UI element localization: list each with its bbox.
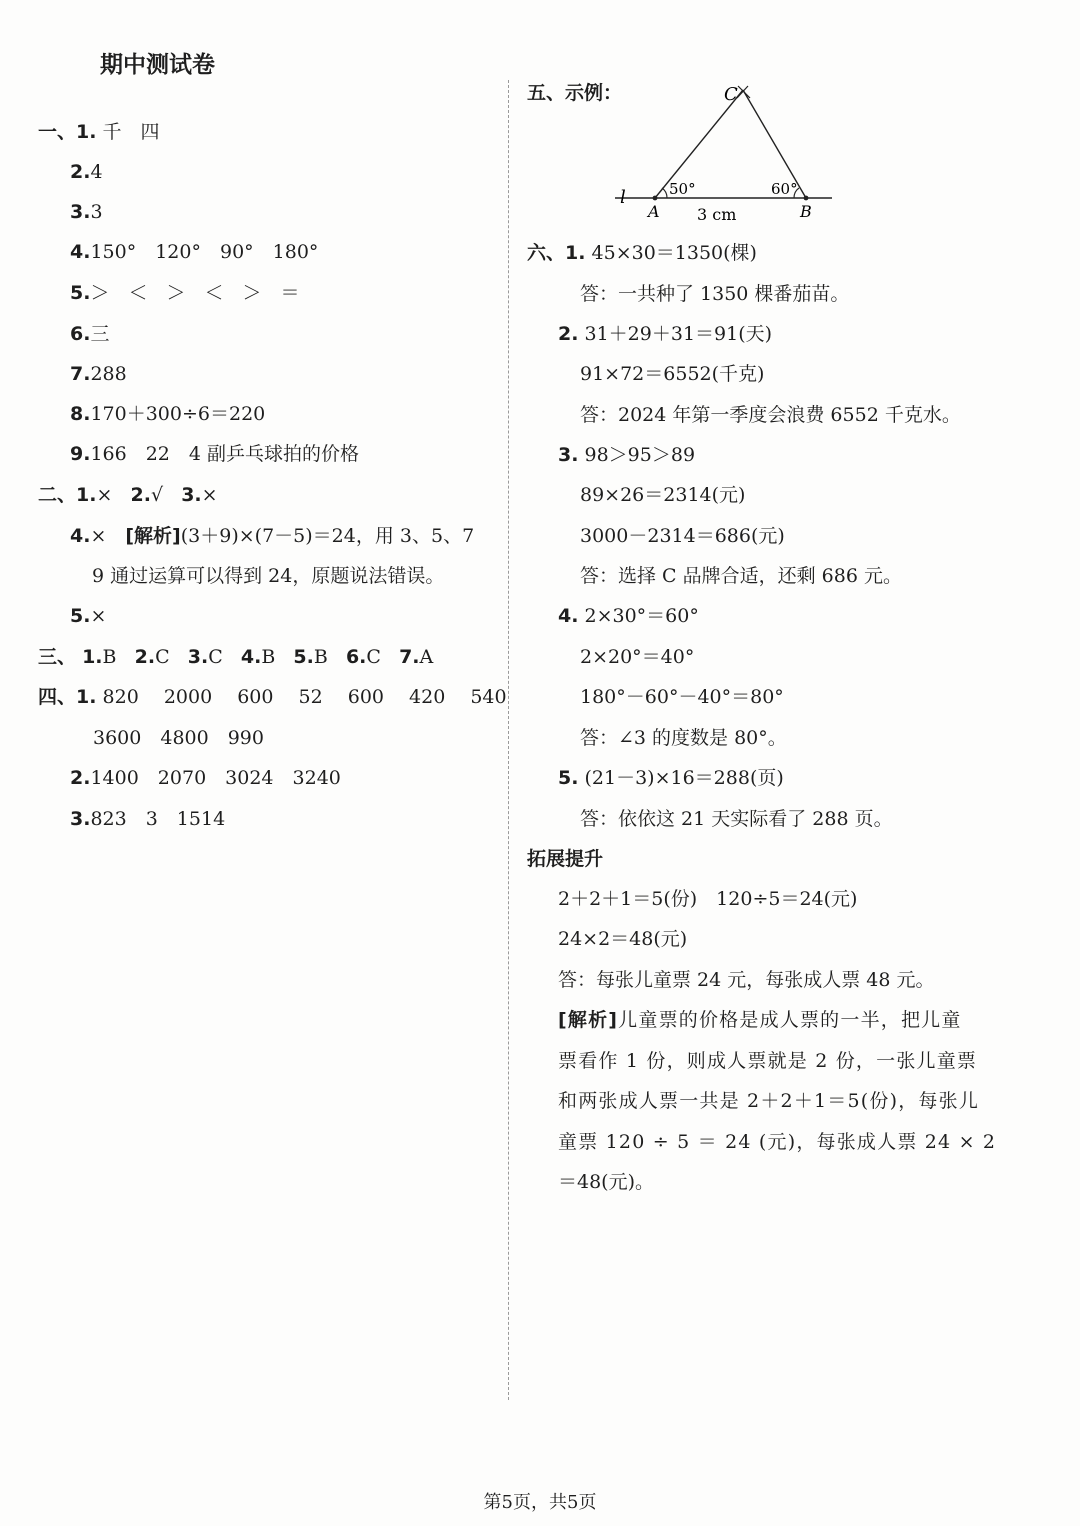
label-b: B (800, 202, 812, 221)
section-3-label: 三、 (38, 646, 77, 668)
extension-label: 拓展提升 (527, 848, 604, 870)
angle-b-label: 60° (771, 180, 798, 198)
s3-item-num: 7. (399, 646, 420, 668)
s6-q3-l2: 89×26＝2314(元) (580, 484, 746, 506)
s3-row (38, 644, 433, 670)
s3-item-num: 6. (345, 646, 367, 668)
s6-q1-answer: 答：一共种了 1350 棵番茄苗。 (580, 283, 850, 305)
s6-q4: 4. 2×30°＝60° (558, 605, 699, 627)
label-c: C (724, 84, 738, 105)
s1-q9: 9.166 22 4 副乒乓球拍的价格 (70, 443, 360, 465)
ext-jiexi-2: 票看作 1 份，则成人票就是 2 份，一张儿童票 (558, 1050, 978, 1072)
s6-q3: 3. 98＞95＞89 (558, 444, 696, 466)
s6-q2-l2: 91×72＝6552(千克) (580, 363, 765, 385)
point-a (653, 196, 658, 201)
s3-item-answer: B (102, 646, 117, 668)
s3-item-num: 4. (240, 646, 262, 668)
s6-q5: 5. (21－3)×16＝288(页) (558, 767, 784, 789)
label-a: A (648, 202, 660, 221)
length-label: 3 cm (697, 205, 737, 224)
s3-item (82, 646, 116, 668)
ext-jiexi-4: 童票 120 ÷ 5 ＝ 24 (元)，每张成人票 24 × 2 (558, 1131, 997, 1153)
s2-q4: 4.× [解析](3＋9)×(7－5)＝24，用 3、5、7 (70, 525, 475, 547)
s3-item (399, 646, 433, 668)
s1-q7: 7.288 (70, 363, 127, 385)
s3-item-answer: C (208, 646, 223, 668)
s4-q1: 四、1. 820 2000 600 52 600 420 540 (38, 686, 507, 708)
s3-item (135, 646, 170, 668)
s3-item-answer: B (261, 646, 276, 668)
s6-q4-l2: 2×20°＝40° (580, 646, 695, 668)
s6-q4-answer: 答：∠3 的度数是 80°。 (580, 727, 787, 749)
section-5-label: 五、示例： (527, 82, 623, 104)
s6-q4-l3: 180°－60°－40°＝80° (580, 686, 784, 708)
angle-a-label: 50° (669, 180, 696, 198)
s3-item-num: 5. (293, 646, 314, 668)
s2-q5: 5.× (70, 605, 107, 627)
s2-q4-line2: 9 通过运算可以得到 24，原题说法错误。 (92, 565, 445, 587)
s1-q4: 4.150° 120° 90° 180° (70, 241, 319, 263)
s3-item (188, 646, 223, 668)
s3-item-num: 1. (82, 646, 103, 668)
s4-q3: 3.823 3 1514 (70, 808, 226, 830)
s1-q3: 3.3 (70, 201, 103, 223)
s3-item-answer: C (366, 646, 381, 668)
s3-item-num: 2. (134, 646, 156, 668)
s6-q2-answer: 答：2024 年第一季度会浪费 6552 千克水。 (580, 404, 961, 426)
s1-q1: 一、1. 千 四 (38, 121, 160, 143)
page-footer: 第5页，共5页 (483, 1492, 597, 1513)
point-b (804, 196, 809, 201)
s3-item (241, 646, 275, 668)
s3-item-num: 3. (187, 646, 209, 668)
s6-q5-answer: 答：依依这 21 天实际看了 288 页。 (580, 808, 893, 830)
s4-q2: 2.1400 2070 3024 3240 (70, 767, 341, 789)
ext-l2: 24×2＝48(元) (558, 928, 688, 950)
s6-q3-answer: 答：选择 C 品牌合适，还剩 686 元。 (580, 565, 902, 587)
s4-q1-line2: 3600 4800 990 (93, 727, 264, 749)
section-6-label: 六、 (527, 242, 566, 264)
label-l: l (620, 187, 626, 208)
s6-q3-l3: 3000－2314＝686(元) (580, 525, 785, 547)
column-divider (508, 80, 509, 1400)
section-2-label: 二、 (38, 484, 77, 506)
s3-item (346, 646, 381, 668)
s6-q1: 六、1. 45×30＝1350(棵) (527, 242, 757, 264)
s6-q2: 2. 31＋29＋31＝91(天) (558, 323, 773, 345)
s1-q6: 6.三 (70, 323, 110, 345)
s2-row1: 二、1.× 2.√ 3.× (38, 484, 218, 506)
arc-mark-1 (738, 86, 750, 98)
ext-jiexi-5: ＝48(元)。 (558, 1171, 655, 1193)
ext-answer: 答：每张儿童票 24 元，每张成人票 48 元。 (558, 969, 935, 991)
s1-q2: 2.4 (70, 161, 103, 183)
ext-jiexi-1: [解析]儿童票的价格是成人票的一半，把儿童 (558, 1009, 962, 1031)
s3-item (293, 646, 327, 668)
s3-items (82, 646, 433, 668)
triangle-figure (610, 78, 840, 228)
section-1-label: 一、 (38, 121, 77, 143)
ext-l1: 2＋2＋1＝5(份) 120÷5＝24(元) (558, 888, 858, 910)
s1-q5: 5.＞ ＜ ＞ ＜ ＞ ＝ (70, 282, 300, 304)
ext-jiexi-3: 和两张成人票一共是 2＋2＋1＝5(份)，每张儿 (558, 1090, 980, 1112)
s3-item-answer: A (419, 646, 434, 668)
s3-item-answer: B (313, 646, 328, 668)
page-title: 期中测试卷 (100, 52, 215, 78)
section-4-label: 四、 (38, 686, 77, 708)
s1-q8: 8.170＋300÷6＝220 (70, 403, 266, 425)
s3-item-answer: C (155, 646, 170, 668)
